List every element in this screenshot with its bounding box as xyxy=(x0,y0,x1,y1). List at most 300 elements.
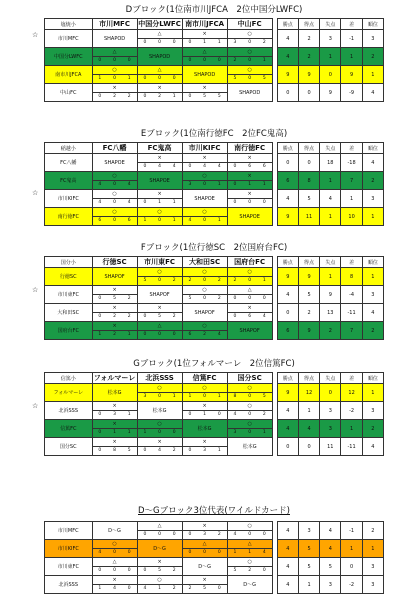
result-mark: ○ xyxy=(92,66,137,75)
score-breakdown xyxy=(228,429,272,437)
stat-cell: 9 xyxy=(298,268,319,286)
score-value: 4 xyxy=(217,164,221,169)
score-cell xyxy=(137,331,182,340)
score-value: 0 xyxy=(203,182,207,187)
team-row xyxy=(45,304,384,313)
score-value: 2 xyxy=(233,58,237,63)
self-match-cell: 松本G xyxy=(137,402,182,420)
score-breakdown xyxy=(228,199,272,207)
stat-cell: 5 xyxy=(298,286,319,304)
score-cell xyxy=(137,199,182,208)
score-value: 1 xyxy=(233,550,237,555)
score-value: 0 xyxy=(203,58,207,63)
stat-cell: 11 xyxy=(298,208,319,226)
result-mark: × xyxy=(137,190,182,199)
header-row xyxy=(45,373,384,384)
score-cell xyxy=(137,163,182,172)
score-breakdown xyxy=(138,75,182,83)
stat-cell: 2 xyxy=(362,420,383,438)
score-breakdown xyxy=(93,313,137,321)
score-cell xyxy=(92,549,137,558)
score-value: 0 xyxy=(113,568,116,573)
header-cell: 勝点 xyxy=(277,19,298,30)
score-value: 1 xyxy=(127,76,131,81)
score-cell xyxy=(137,585,182,594)
score-breakdown xyxy=(138,567,182,575)
score-value: 2 xyxy=(113,332,116,337)
header-cell: 市川KIFC xyxy=(182,143,227,154)
stat-cell: 13 xyxy=(320,304,341,322)
score-value: 1 xyxy=(203,40,207,45)
score-value: 5 xyxy=(262,394,266,399)
self-match-cell: SHAPOF xyxy=(227,322,272,340)
score-value: 0 xyxy=(158,278,161,283)
header-cell: 勝点 xyxy=(277,257,298,268)
result-mark: × xyxy=(182,402,227,411)
stat-cell: 4 xyxy=(320,522,341,540)
score-value: 4 xyxy=(98,182,102,187)
stat-cell: 3 xyxy=(320,402,341,420)
score-cell xyxy=(92,313,137,322)
score-value: 0 xyxy=(143,532,147,537)
stat-cell: 0 xyxy=(277,154,298,172)
standings-table xyxy=(44,521,384,594)
result-mark: ○ xyxy=(182,172,227,181)
score-value: 0 xyxy=(217,412,221,417)
stat-cell: 0 xyxy=(298,84,319,102)
stat-cell: 1 xyxy=(298,402,319,420)
score-value: 5 xyxy=(217,94,221,99)
stat-cell: -2 xyxy=(341,402,362,420)
result-mark: × xyxy=(182,576,227,585)
score-breakdown xyxy=(183,181,227,189)
star-icon: ☆ xyxy=(32,286,39,294)
stat-cell: 4 xyxy=(277,420,298,438)
score-value: 0 xyxy=(143,332,147,337)
result-mark: △ xyxy=(92,558,137,567)
result-mark: × xyxy=(182,522,227,531)
score-value: 1 xyxy=(203,412,207,417)
header-row xyxy=(45,143,384,154)
self-match-cell: SHAPOE xyxy=(92,154,137,172)
result-mark: ○ xyxy=(92,172,137,181)
self-match-cell: 松本G xyxy=(227,438,272,456)
header-cell: 行徳SC xyxy=(92,257,137,268)
header-cell: 失点 xyxy=(320,143,341,154)
result-mark: × xyxy=(137,558,182,567)
score-cell xyxy=(137,39,182,48)
stat-cell: 1 xyxy=(320,48,341,66)
score-value: 4 xyxy=(172,164,176,169)
stat-cell: 4 xyxy=(320,540,341,558)
score-value: 4 xyxy=(233,412,237,417)
result-mark: ○ xyxy=(182,286,227,295)
result-mark: △ xyxy=(182,48,227,57)
result-mark: ○ xyxy=(92,540,137,549)
score-value: 0 xyxy=(233,314,237,319)
score-value: 0 xyxy=(233,182,237,187)
score-value: 1 xyxy=(262,182,266,187)
score-value: 4 xyxy=(262,314,266,319)
result-mark: ○ xyxy=(227,66,272,75)
result-mark: × xyxy=(92,304,137,313)
score-breakdown xyxy=(138,531,182,539)
self-match-cell: SHAPOE xyxy=(227,208,272,226)
score-cell xyxy=(137,447,182,456)
score-value: 0 xyxy=(98,296,102,301)
score-value: 4 xyxy=(158,164,161,169)
header-cell: 市川MFC xyxy=(92,19,137,30)
score-breakdown xyxy=(183,447,227,455)
score-value: 1 xyxy=(158,200,161,205)
score-cell xyxy=(227,39,272,48)
score-breakdown xyxy=(228,277,272,285)
score-breakdown xyxy=(183,585,227,593)
score-value: 2 xyxy=(233,278,237,283)
team-name: 市川MFC xyxy=(45,30,93,48)
score-breakdown xyxy=(183,331,227,339)
score-value: 1 xyxy=(262,430,266,435)
header-cell: 大和田SC xyxy=(182,257,227,268)
score-breakdown xyxy=(93,549,137,557)
score-value: 0 xyxy=(113,200,116,205)
block-title: Gブロック(1位フォルマーレ 2位信篤FC) xyxy=(133,359,295,369)
score-breakdown xyxy=(93,447,137,455)
score-cell xyxy=(227,277,272,286)
score-value: 0 xyxy=(188,532,192,537)
result-mark: ○ xyxy=(227,30,272,39)
team-name: 北浜SSS xyxy=(45,402,93,420)
team-name: 国分SC xyxy=(45,438,93,456)
self-match-cell: SHAPOF xyxy=(92,268,137,286)
team-name: 北浜SSS xyxy=(45,576,93,594)
result-mark: ○ xyxy=(182,208,227,217)
stat-cell: 0 xyxy=(320,384,341,402)
stat-cell: 6 xyxy=(277,172,298,190)
block-title: D～Gブロック3位代表(ワイルドカード) xyxy=(138,506,290,516)
score-value: 2 xyxy=(262,412,266,417)
result-mark: × xyxy=(92,420,137,429)
stat-cell: -11 xyxy=(341,438,362,456)
score-cell xyxy=(182,447,227,456)
score-breakdown xyxy=(93,585,137,593)
stat-cell: 1 xyxy=(362,268,383,286)
stat-cell: 9 xyxy=(277,66,298,84)
score-value: 0 xyxy=(172,430,176,435)
score-value: 0 xyxy=(217,58,221,63)
result-mark: ○ xyxy=(137,208,182,217)
score-breakdown xyxy=(228,181,272,189)
header-cell: 得点 xyxy=(298,257,319,268)
stat-cell: 7 xyxy=(341,322,362,340)
stat-cell: 5 xyxy=(298,540,319,558)
result-mark: × xyxy=(137,84,182,93)
stat-cell: 4 xyxy=(277,540,298,558)
self-match-cell: SHAPOE xyxy=(182,190,227,208)
score-value: 2 xyxy=(172,586,176,591)
header-cell: 得点 xyxy=(298,143,319,154)
header-cell: 稲越小 xyxy=(45,143,93,154)
score-value: 2 xyxy=(113,94,116,99)
header-cell: 中山FC xyxy=(227,19,272,30)
self-match-cell: SHAPOF xyxy=(137,286,182,304)
stat-cell: 4 xyxy=(320,190,341,208)
score-value: 5 xyxy=(158,568,161,573)
score-breakdown xyxy=(138,163,182,171)
score-value: 2 xyxy=(188,278,192,283)
team-row xyxy=(45,384,384,393)
score-value: 0 xyxy=(143,40,147,45)
score-value: 2 xyxy=(172,448,176,453)
stat-cell: 1 xyxy=(341,540,362,558)
score-value: 8 xyxy=(233,394,237,399)
score-value: 1 xyxy=(217,182,221,187)
score-value: 2 xyxy=(262,40,266,45)
score-cell xyxy=(182,163,227,172)
stat-cell: 2 xyxy=(320,322,341,340)
result-mark: △ xyxy=(227,540,272,549)
score-cell xyxy=(137,567,182,576)
header-cell: 国府台FC xyxy=(227,257,272,268)
score-cell xyxy=(92,217,137,226)
score-cell xyxy=(182,57,227,66)
team-row xyxy=(45,286,384,295)
stat-cell: 8 xyxy=(341,268,362,286)
score-breakdown xyxy=(183,393,227,401)
score-breakdown xyxy=(93,411,137,419)
team-row xyxy=(45,322,384,331)
team-row xyxy=(45,558,384,567)
score-cell xyxy=(182,331,227,340)
score-value: 4 xyxy=(127,182,131,187)
score-value: 0 xyxy=(203,394,207,399)
score-value: 1 xyxy=(172,200,176,205)
score-breakdown xyxy=(228,411,272,419)
block-title: Eブロック(1位南行徳FC 2位FC鬼高) xyxy=(140,129,288,139)
stat-cell: 3 xyxy=(362,558,383,576)
self-match-cell: D～G xyxy=(182,558,227,576)
stat-cell: 0 xyxy=(277,438,298,456)
self-match-cell: D～G xyxy=(92,522,137,540)
team-row xyxy=(45,438,384,447)
result-mark: △ xyxy=(227,286,272,295)
score-value: 5 xyxy=(233,568,237,573)
score-value: 0 xyxy=(188,448,192,453)
score-value: 0 xyxy=(143,164,147,169)
score-value: 2 xyxy=(127,314,131,319)
result-mark: △ xyxy=(92,48,137,57)
result-mark: ○ xyxy=(137,268,182,277)
result-mark: × xyxy=(137,154,182,163)
score-cell xyxy=(92,585,137,594)
score-cell xyxy=(92,75,137,84)
stat-cell: 3 xyxy=(320,420,341,438)
score-value: 4 xyxy=(233,532,237,537)
score-cell xyxy=(92,199,137,208)
score-value: 0 xyxy=(248,76,252,81)
stat-cell: 2 xyxy=(298,48,319,66)
score-breakdown xyxy=(93,217,137,225)
team-row xyxy=(45,540,384,549)
score-breakdown xyxy=(138,429,182,437)
stat-cell: 9 xyxy=(320,84,341,102)
stat-cell: 9 xyxy=(277,384,298,402)
score-value: 0 xyxy=(217,586,221,591)
header-cell: 国分小 xyxy=(45,257,93,268)
score-value: 0 xyxy=(143,76,147,81)
score-value: 0 xyxy=(188,164,192,169)
stat-cell: 4 xyxy=(277,30,298,48)
score-value: 0 xyxy=(113,218,116,223)
stat-cell: 9 xyxy=(320,286,341,304)
score-value: 2 xyxy=(172,568,176,573)
score-value: 0 xyxy=(113,550,116,555)
score-cell xyxy=(227,567,272,576)
score-cell xyxy=(92,93,137,102)
score-breakdown xyxy=(183,549,227,557)
result-mark: △ xyxy=(182,540,227,549)
stat-cell: 1 xyxy=(362,66,383,84)
score-value: 0 xyxy=(98,412,102,417)
header-cell: 勝点 xyxy=(277,373,298,384)
score-cell xyxy=(92,57,137,66)
score-cell xyxy=(227,295,272,304)
team-name: 信篤FC xyxy=(45,420,93,438)
score-value: 4 xyxy=(217,332,221,337)
result-mark: × xyxy=(182,154,227,163)
score-value: 2 xyxy=(203,332,207,337)
score-breakdown xyxy=(93,429,137,437)
team-row xyxy=(45,208,384,217)
score-value: 4 xyxy=(188,218,192,223)
score-value: 0 xyxy=(143,314,147,319)
score-value: 0 xyxy=(113,182,116,187)
score-cell xyxy=(92,411,137,420)
score-value: 2 xyxy=(217,532,221,537)
stat-cell: 2 xyxy=(362,48,383,66)
score-breakdown xyxy=(183,39,227,47)
score-value: 0 xyxy=(233,200,237,205)
result-mark: × xyxy=(227,190,272,199)
result-mark: × xyxy=(182,84,227,93)
score-value: 0 xyxy=(172,40,176,45)
score-cell xyxy=(182,295,227,304)
score-cell xyxy=(182,181,227,190)
stat-cell: 3 xyxy=(362,402,383,420)
score-value: 2 xyxy=(127,296,131,301)
score-cell xyxy=(227,57,272,66)
score-value: 5 xyxy=(203,94,207,99)
score-value: 2 xyxy=(217,296,221,301)
score-value: 8 xyxy=(113,448,116,453)
score-value: 1 xyxy=(172,94,176,99)
score-value: 0 xyxy=(217,550,221,555)
score-value: 0 xyxy=(127,58,131,63)
header-cell: 順位 xyxy=(362,373,383,384)
result-mark: × xyxy=(182,30,227,39)
score-value: 2 xyxy=(188,586,192,591)
score-cell xyxy=(182,277,227,286)
stat-cell: 3 xyxy=(362,286,383,304)
result-mark: ○ xyxy=(227,420,272,429)
score-breakdown xyxy=(93,57,137,65)
score-breakdown xyxy=(183,93,227,101)
score-breakdown xyxy=(228,75,272,83)
score-breakdown xyxy=(93,567,137,575)
score-breakdown xyxy=(183,217,227,225)
header-cell: 失点 xyxy=(320,373,341,384)
result-mark: ○ xyxy=(182,268,227,277)
score-cell xyxy=(182,393,227,402)
score-value: 1 xyxy=(172,394,176,399)
score-breakdown xyxy=(228,549,272,557)
stat-cell: 1 xyxy=(341,190,362,208)
score-breakdown xyxy=(228,313,272,321)
stat-cell: 9 xyxy=(277,208,298,226)
header-row xyxy=(45,257,384,268)
score-value: 2 xyxy=(127,94,131,99)
self-match-cell: SHAPOD xyxy=(92,30,137,48)
team-row xyxy=(45,48,384,57)
header-cell: 信篤小 xyxy=(45,373,93,384)
score-value: 0 xyxy=(248,412,252,417)
stat-cell: 4 xyxy=(277,522,298,540)
score-value: 6 xyxy=(98,218,102,223)
result-mark: △ xyxy=(137,522,182,531)
result-mark: × xyxy=(182,438,227,447)
stat-cell: 11 xyxy=(320,438,341,456)
score-value: 0 xyxy=(113,76,116,81)
result-mark: × xyxy=(137,438,182,447)
stat-cell: 8 xyxy=(298,172,319,190)
score-value: 0 xyxy=(98,568,102,573)
stat-cell: -2 xyxy=(341,576,362,594)
score-cell xyxy=(137,93,182,102)
header-cell: 差 xyxy=(341,373,362,384)
score-value: 0 xyxy=(203,218,207,223)
stat-cell: 3 xyxy=(362,30,383,48)
score-breakdown xyxy=(228,57,272,65)
score-cell xyxy=(182,39,227,48)
header-cell: 順位 xyxy=(362,19,383,30)
header-cell: 得点 xyxy=(298,19,319,30)
score-value: 0 xyxy=(143,568,147,573)
score-value: 0 xyxy=(188,58,192,63)
team-row xyxy=(45,576,384,585)
score-cell xyxy=(92,331,137,340)
score-cell xyxy=(137,217,182,226)
score-value: 0 xyxy=(172,76,176,81)
score-breakdown xyxy=(138,585,182,593)
stat-cell: 9 xyxy=(298,322,319,340)
team-name: 行徳SC xyxy=(45,268,93,286)
header-cell: 南行徳FC xyxy=(227,143,272,154)
score-cell xyxy=(227,181,272,190)
stat-cell: 5 xyxy=(298,190,319,208)
score-value: 1 xyxy=(262,58,266,63)
score-value: 0 xyxy=(262,296,266,301)
score-breakdown xyxy=(183,411,227,419)
score-breakdown xyxy=(138,331,182,339)
score-value: 0 xyxy=(158,394,161,399)
score-value: 1 xyxy=(127,332,131,337)
stat-cell: 2 xyxy=(362,522,383,540)
team-row xyxy=(45,66,384,75)
score-value: 0 xyxy=(203,278,207,283)
score-value: 1 xyxy=(127,430,131,435)
stat-cell: 0 xyxy=(320,66,341,84)
score-value: 0 xyxy=(203,296,207,301)
